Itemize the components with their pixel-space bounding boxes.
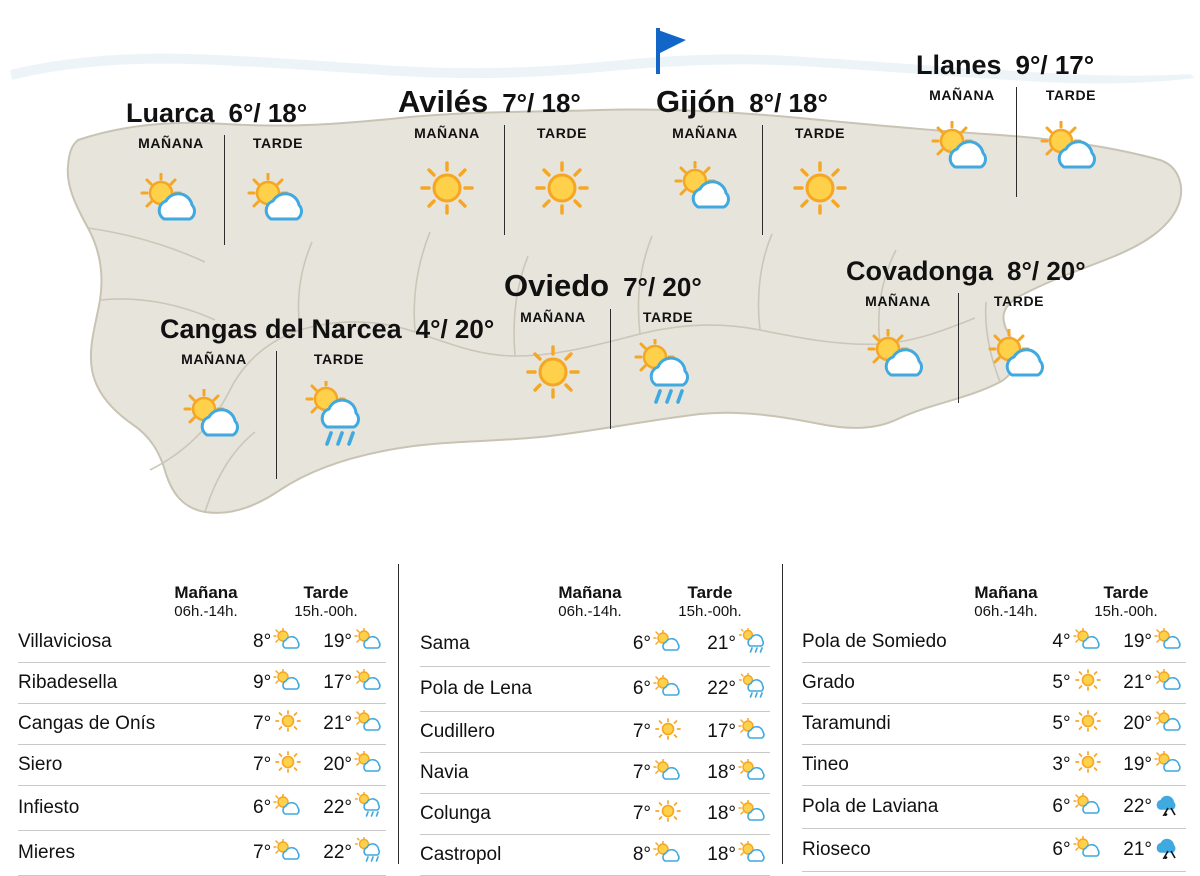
table-row[interactable]: [420, 667, 770, 712]
location-name: Pola de Somiedo: [802, 622, 1041, 663]
header-morning-hours: 06h.-14h.: [974, 603, 1038, 621]
location-name: Taramundi: [802, 704, 1041, 745]
sun-cloud-icon: [241, 173, 315, 225]
city-name: Covadonga: [846, 256, 994, 286]
forecast-table-column-1: [18, 560, 386, 876]
sun-cloud-rain-icon: [736, 622, 770, 667]
slot-label-afternoon: TARDE: [794, 125, 846, 141]
sun-cloud-icon: [1152, 663, 1186, 704]
sun-cloud-icon: [177, 389, 251, 441]
table-header: [18, 560, 386, 622]
sun-icon: [416, 159, 478, 217]
table-header: [802, 560, 1186, 622]
sun-cloud-icon: [271, 786, 305, 831]
afternoon-temp: 21°: [305, 704, 352, 745]
afternoon-temp: 18°: [685, 835, 736, 876]
table-row[interactable]: [18, 663, 386, 704]
city-block-oviedo: [504, 270, 717, 429]
morning-temp: 5°: [1041, 704, 1071, 745]
sun-cloud-rain-icon: [299, 381, 379, 455]
slot-label-afternoon: TARDE: [993, 293, 1045, 309]
location-name: Villaviciosa: [18, 622, 242, 663]
sun-icon: [1071, 704, 1105, 745]
morning-temp: 7°: [242, 831, 272, 876]
sun-cloud-icon: [736, 712, 770, 753]
table-column-divider: [782, 564, 783, 864]
table-row[interactable]: [802, 829, 1186, 872]
afternoon-temp: 21°: [1105, 829, 1152, 872]
afternoon-temp: 18°: [685, 794, 736, 835]
header-morning-hours: 06h.-14h.: [558, 603, 622, 621]
sun-icon: [651, 794, 685, 835]
morning-temp: 6°: [619, 622, 651, 667]
morning-temp: 8°: [242, 622, 272, 663]
city-name: Gijón: [656, 84, 736, 119]
afternoon-temp: 21°: [685, 622, 736, 667]
morning-temp: 7°: [242, 745, 272, 786]
afternoon-temp: 22°: [685, 667, 736, 712]
morning-temp: 8°: [619, 835, 651, 876]
sun-cloud-icon: [1071, 622, 1105, 663]
slot-label-afternoon: TARDE: [536, 125, 588, 141]
storm-icon: [1152, 829, 1186, 872]
city-temps: 4°/ 20°: [415, 314, 495, 344]
sun-cloud-icon: [925, 121, 999, 173]
location-name: Tineo: [802, 745, 1041, 786]
afternoon-temp: 20°: [1105, 704, 1152, 745]
slot-label-morning: MAÑANA: [520, 309, 586, 325]
forecast-table-column-3: [802, 560, 1186, 872]
sun-cloud-icon: [651, 753, 685, 794]
morning-temp: 5°: [1041, 663, 1071, 704]
location-name: Navia: [420, 753, 619, 794]
table-row[interactable]: [802, 786, 1186, 829]
sun-cloud-icon: [736, 753, 770, 794]
slot-label-morning: MAÑANA: [865, 293, 931, 309]
sun-icon: [271, 745, 305, 786]
morning-temp: 7°: [619, 712, 651, 753]
slot-label-afternoon: TARDE: [642, 309, 694, 325]
city-temps: 7°/ 20°: [623, 272, 702, 302]
city-block-aviles: [398, 86, 611, 235]
city-name: Avilés: [398, 84, 489, 119]
sun-cloud-icon: [352, 622, 386, 663]
afternoon-temp: 17°: [685, 712, 736, 753]
header-morning: Mañana: [974, 583, 1038, 602]
header-morning: Mañana: [558, 583, 622, 602]
header-afternoon: Tarde: [687, 583, 733, 602]
table-row[interactable]: [420, 622, 770, 667]
sun-cloud-icon: [1071, 829, 1105, 872]
sun-cloud-icon: [1152, 622, 1186, 663]
table-row[interactable]: [18, 745, 386, 786]
location-name: Mieres: [18, 831, 242, 876]
sun-cloud-rain-icon: [352, 786, 386, 831]
city-name: Luarca: [126, 98, 215, 128]
table-row[interactable]: [802, 663, 1186, 704]
morning-temp: 7°: [619, 794, 651, 835]
afternoon-temp: 19°: [305, 622, 352, 663]
city-block-llanes: [916, 52, 1117, 197]
location-name: Rioseco: [802, 829, 1041, 872]
slot-label-morning: MAÑANA: [672, 125, 738, 141]
sun-cloud-icon: [352, 745, 386, 786]
slot-divider: [1016, 87, 1017, 197]
sun-cloud-icon: [651, 835, 685, 876]
table-row[interactable]: [802, 622, 1186, 663]
city-name: Oviedo: [504, 268, 610, 303]
header-morning-hours: 06h.-14h.: [174, 603, 238, 621]
sun-cloud-icon: [1152, 704, 1186, 745]
city-temps: 9°/ 17°: [1015, 50, 1095, 80]
sun-icon: [651, 712, 685, 753]
sun-icon: [522, 343, 584, 401]
location-name: Pola de Laviana: [802, 786, 1041, 829]
slot-label-morning: MAÑANA: [181, 351, 247, 367]
morning-temp: 6°: [1041, 829, 1071, 872]
morning-temp: 7°: [619, 753, 651, 794]
table-row[interactable]: [420, 753, 770, 794]
afternoon-temp: 22°: [305, 786, 352, 831]
sun-cloud-icon: [1034, 121, 1108, 173]
sun-cloud-icon: [1071, 786, 1105, 829]
morning-temp: 6°: [1041, 786, 1071, 829]
sun-icon: [1071, 745, 1105, 786]
sun-cloud-icon: [352, 704, 386, 745]
location-name: Castropol: [420, 835, 619, 876]
forecast-table: [802, 622, 1186, 872]
morning-temp: 7°: [242, 704, 272, 745]
city-temps: 8°/ 20°: [1007, 256, 1086, 286]
table-row[interactable]: [802, 704, 1186, 745]
location-name: Pola de Lena: [420, 667, 619, 712]
afternoon-temp: 18°: [685, 753, 736, 794]
location-name: Colunga: [420, 794, 619, 835]
slot-divider: [958, 293, 959, 403]
location-name: Ribadesella: [18, 663, 242, 704]
sun-cloud-icon: [134, 173, 208, 225]
morning-temp: 3°: [1041, 745, 1071, 786]
afternoon-temp: 22°: [305, 831, 352, 876]
sun-cloud-icon: [982, 329, 1056, 381]
afternoon-temp: 19°: [1105, 745, 1152, 786]
afternoon-temp: 20°: [305, 745, 352, 786]
sun-icon: [531, 159, 593, 217]
header-afternoon-hours: 15h.-00h.: [678, 603, 742, 621]
slot-divider: [504, 125, 505, 235]
city-temps: 8°/ 18°: [749, 88, 828, 118]
city-name: Cangas del Narcea: [160, 314, 402, 344]
slot-divider: [224, 135, 225, 245]
table-row[interactable]: [18, 831, 386, 876]
slot-label-afternoon: TARDE: [252, 135, 304, 151]
header-afternoon: Tarde: [303, 583, 349, 602]
storm-icon: [1152, 786, 1186, 829]
sun-cloud-icon: [736, 835, 770, 876]
afternoon-temp: 19°: [1105, 622, 1152, 663]
slot-label-morning: MAÑANA: [138, 135, 204, 151]
sun-cloud-icon: [271, 831, 305, 876]
slot-label-morning: MAÑANA: [929, 87, 995, 103]
city-block-cangas-del-narcea: [160, 316, 494, 479]
city-block-luarca: [126, 100, 323, 245]
table-row[interactable]: [420, 835, 770, 876]
sun-cloud-icon: [271, 622, 305, 663]
location-name: Grado: [802, 663, 1041, 704]
table-column-divider: [398, 564, 399, 864]
table-header: [420, 560, 770, 622]
sun-icon: [271, 704, 305, 745]
slot-divider: [276, 351, 277, 479]
sun-icon: [789, 159, 851, 217]
header-afternoon: Tarde: [1103, 583, 1149, 602]
table-row[interactable]: [18, 704, 386, 745]
morning-temp: 9°: [242, 663, 272, 704]
morning-temp: 4°: [1041, 622, 1071, 663]
forecast-tables: [0, 560, 1200, 870]
header-afternoon-hours: 15h.-00h.: [294, 603, 358, 621]
sun-cloud-icon: [1152, 745, 1186, 786]
location-name: Cudillero: [420, 712, 619, 753]
morning-temp: 6°: [242, 786, 272, 831]
forecast-table: [420, 622, 770, 876]
table-row[interactable]: [18, 622, 386, 663]
location-name: Siero: [18, 745, 242, 786]
table-row[interactable]: [802, 745, 1186, 786]
city-name: Llanes: [916, 50, 1002, 80]
slot-label-morning: MAÑANA: [414, 125, 480, 141]
sun-cloud-icon: [736, 794, 770, 835]
morning-temp: 6°: [619, 667, 651, 712]
table-row[interactable]: [420, 712, 770, 753]
sun-cloud-icon: [271, 663, 305, 704]
header-morning: Mañana: [174, 583, 238, 602]
slot-label-afternoon: TARDE: [1045, 87, 1097, 103]
city-temps: 7°/ 18°: [502, 88, 581, 118]
afternoon-temp: 22°: [1105, 786, 1152, 829]
sun-icon: [1071, 663, 1105, 704]
slot-divider: [762, 125, 763, 235]
slot-label-afternoon: TARDE: [313, 351, 365, 367]
sun-cloud-rain-icon: [352, 831, 386, 876]
forecast-table-column-2: [420, 560, 770, 876]
sun-cloud-rain-icon: [736, 667, 770, 712]
sun-cloud-icon: [861, 329, 935, 381]
header-afternoon-hours: 15h.-00h.: [1094, 603, 1158, 621]
forecast-table: [18, 622, 386, 876]
afternoon-temp: 21°: [1105, 663, 1152, 704]
location-name: Sama: [420, 622, 619, 667]
location-name: Cangas de Onís: [18, 704, 242, 745]
map-location-marker-icon: [634, 24, 694, 78]
city-temps: 6°/ 18°: [228, 98, 308, 128]
sun-cloud-icon: [651, 667, 685, 712]
table-row[interactable]: [420, 794, 770, 835]
table-row[interactable]: [18, 786, 386, 831]
sun-cloud-icon: [651, 622, 685, 667]
sun-cloud-icon: [352, 663, 386, 704]
city-block-covadonga: [846, 258, 1086, 403]
sun-cloud-icon: [668, 161, 742, 213]
sun-cloud-rain-icon: [628, 339, 708, 413]
slot-divider: [610, 309, 611, 429]
location-name: Infiesto: [18, 786, 242, 831]
city-block-gijon: [656, 86, 869, 235]
afternoon-temp: 17°: [305, 663, 352, 704]
